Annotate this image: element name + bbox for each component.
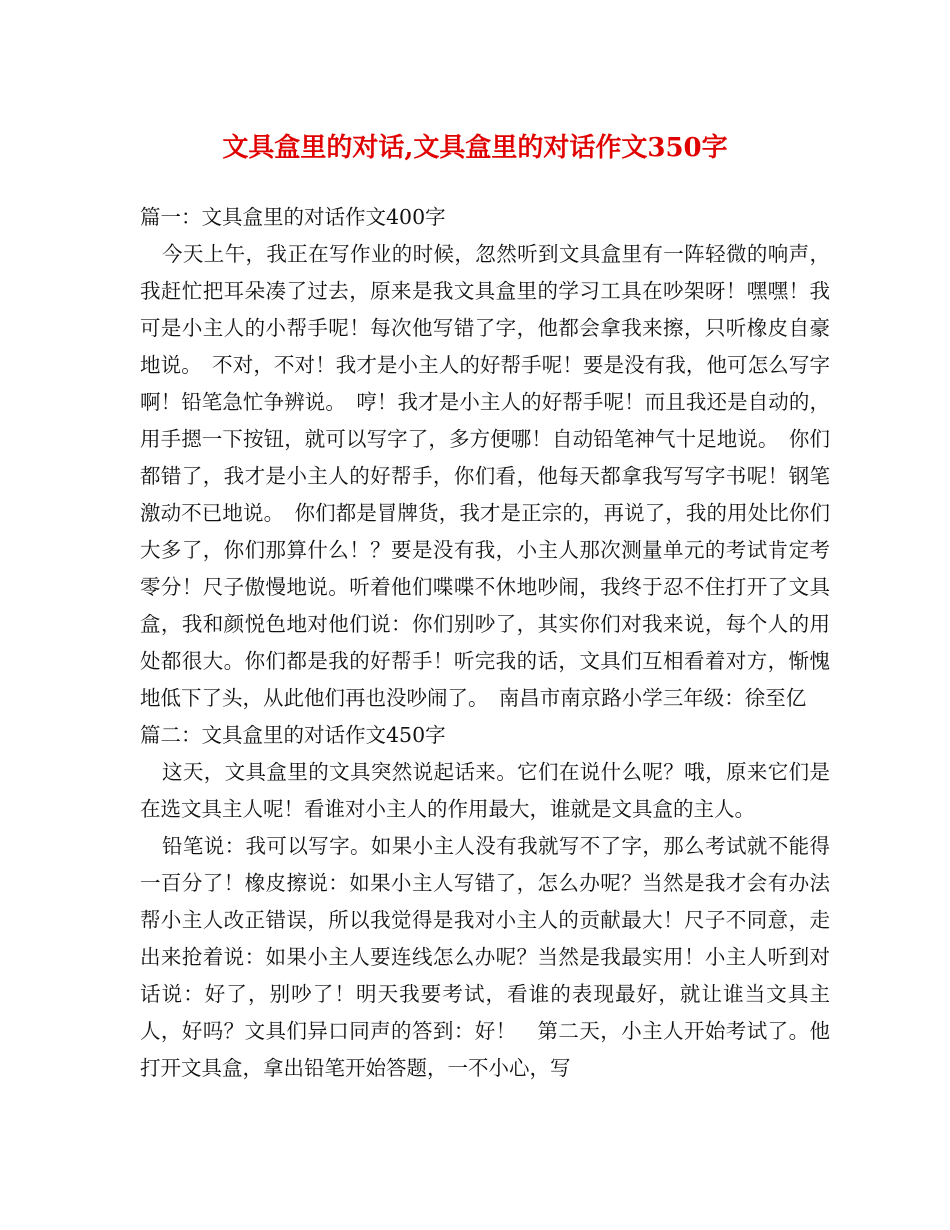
paragraph: 铅笔说：我可以写字。如果小主人没有我就写不了字，那么考试就不能得一百分了！橡皮擦说：如果小主人写错了，怎么办呢？当然是我才会有办法帮小主人改正错误，所以我觉得是我对小主人的贡献最大！尺子不同意，走出来抢着说：如果小主人要连线怎么办呢？当然是我最实用！小主人听到对话说：好了，别吵了！明天我要考试，看谁的表现最好，就让谁当文具主人，好吗？文具们异口同声的答到：好！ 第二天，小主人开始考试了。他打开文具盒，拿出铅笔开始答题，一不小心，写 bbox=[140, 834, 830, 1080]
document-body bbox=[140, 199, 830, 1087]
paragraph: 这天，文具盒里的文具突然说起话来。它们在说什么呢？哦，原来它们是在选文具主人呢！看谁对小主人的作用最大，谁就是文具盒的主人。 bbox=[140, 760, 830, 821]
paragraph: 今天上午，我正在写作业的时候，忽然听到文具盒里有一阵轻微的响声，我赶忙把耳朵凑了过去，原来是我文具盒里的学习工具在吵架呀！嘿嘿！我可是小主人的小帮手呢！每次他写错了字，他都会拿我来擦，只听橡皮自豪地说。 不对，不对！我才是小主人的好帮手呢！要是没有我，他可怎么写字啊！铅笔急忙争辨说。 哼！我才是小主人的好帮手呢！而且我还是自动的，用手摁一下按钮，就可以写字了，多方便哪！自动铅笔神气十足地说。 你们都错了，我才是小主人的好帮手，你们看，他每天都拿我写写字书呢！钢笔激动不已地说。 你们都是冒牌货，我才是正宗的，再说了，我的用处比你们大多了，你们那算什么！？要是没有我，小主人那次测量单元的考试肯定考零分！尺子傲慢地说。听着他们喋喋不休地吵闹，我终于忍不住打开了文具盒，我和颜悦色地对他们说：你们别吵了，其实你们对我来说，每个人的用处都很大。你们都是我的好帮手！听完我的话，文具们互相看着对方，惭愧地低下了头，从此他们再也没吵闹了。 南昌市南京路小学三年级：徐至亿 bbox=[140, 242, 830, 710]
section-heading: 篇一：文具盒里的对话作文400字 bbox=[140, 205, 446, 229]
section-heading: 篇二：文具盒里的对话作文450字 bbox=[140, 723, 446, 747]
document-title: 文具盒里的对话,文具盒里的对话作文350字 bbox=[222, 133, 728, 163]
